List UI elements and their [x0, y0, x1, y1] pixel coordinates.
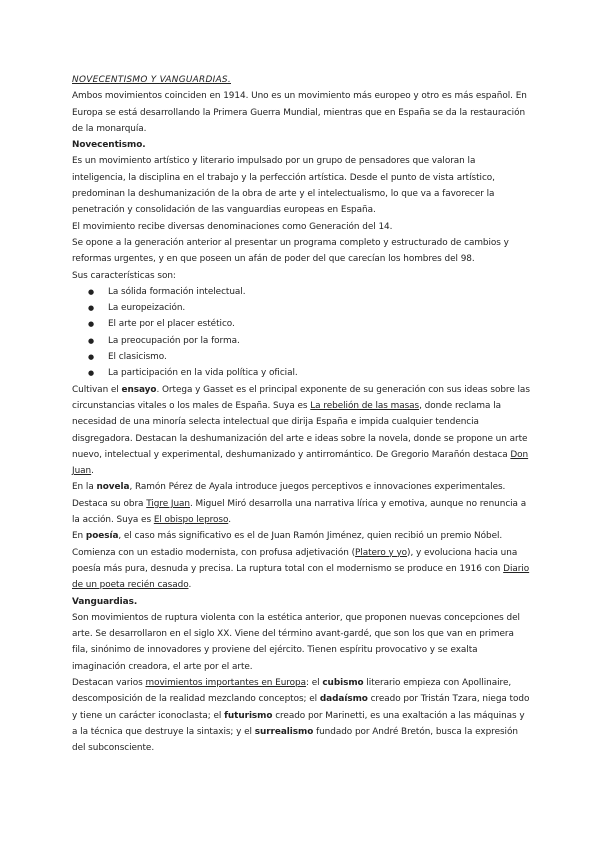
novela-paragraph: En la novela, Ramón Pérez de Ayala introduce juegos perceptivos e innovaciones experimentales. Destaca su obra Tigre Juan. Miguel Miró desarrolla una narrativa lírica y emotiva, aunque no renuncia a la acción. Suya es El obispo leproso.	[72, 482, 527, 526]
poesia-term: poesía	[85, 531, 119, 542]
movements-link[interactable]: movimientos importantes en Europa	[145, 677, 307, 688]
ensayo-term: ensayo	[121, 384, 157, 395]
work-title-rebelion: La rebelión de las masas	[310, 400, 420, 411]
list-item: ● La sólida formación intelectual.	[72, 284, 530, 300]
futurismo-term: futurismo	[224, 710, 273, 721]
features-list	[72, 284, 530, 382]
list-item: ● El arte por el placer estético.	[72, 316, 530, 332]
work-title-don-juan: Don Juan	[72, 449, 529, 477]
poesia-paragraph: En poesía, el caso más significativo es el de Juan Ramón Jiménez, quien recibió un premio Nóbel. Comienza con un estadio modernista, con profusa adjetivación (Platero y yo), y evoluciona hacia una poesía más pura, desnuda y precisa. La ruptura total con el modernismo se produce en 1916 con Diario de un poeta recién casado.	[72, 531, 530, 591]
novecentismo-paragraph-1: Es un movimiento artístico y literario impulsado por un grupo de pensadores que valoran la inteligencia, la disciplina en el trabajo y la perfección artística. Desde el punto de vista artístico, predominan la deshumanización de la obra de arte y el intelectualismo, lo que va a favorecer la penetración y consolidación de las vanguardias europeas en España.	[72, 156, 495, 216]
ensayo-paragraph: Cultivan el ensayo. Ortega y Gasset es el principal exponente de su generación con sus ideas sobre las circunstancias vitales o los males de España. Suya es La rebelión de las masas, donde reclama la necesidad de una minoría selecta intelectual que dirija España e impida cualquier tendencia disgregadora. Destacan la deshumanización del arte e ideas sobre la novela, donde se propone un arte nuevo, intelectual y experimental, deshumanizado y antirromántico. De Gregorio Marañón destaca Don Juan.	[72, 384, 530, 477]
document-page	[72, 72, 530, 756]
novecentismo-paragraph-3: Se opone a la generación anterior al presentar un programa completo y estructurado de cambios y reformas urgentes, y en que poseen un afán de poder del que carecían los hombres del 98.	[72, 237, 509, 265]
list-item: ● La europeización.	[72, 300, 530, 316]
intro-paragraph: Ambos movimientos coinciden en 1914. Uno es un movimiento más europeo y otro es más español. En Europa se está desarrollando la Primera Guerra Mundial, mientras que en España se da la restauración de la monarquía.	[72, 91, 527, 134]
document-title: NOVECENTISMO Y VANGUARDIAS.	[72, 75, 231, 85]
cubismo-term: cubismo	[322, 677, 364, 688]
novecentismo-paragraph-2: El movimiento recibe diversas denominaciones como Generación del 14.	[72, 221, 393, 232]
work-title-platero: Platero y yo	[354, 547, 408, 558]
surrealismo-term: surrealismo	[254, 726, 314, 737]
novecentismo-heading: Novecentismo.	[72, 140, 146, 151]
vanguardias-paragraph-1: Son movimientos de ruptura violenta con la estética anterior, que proponen nuevas concepciones del arte. Se desarrollaron en el siglo XX. Viene del término avant-gardé, que son los que van en primera fila, sinónimo de innovadores y proviene del ejército. Tienen espíritu provocativo y se exalta imaginación creadora, el arte por el arte.	[72, 612, 520, 672]
work-title-tigre-juan: Tigre Juan	[146, 498, 191, 509]
novela-term: novela	[96, 482, 130, 493]
list-item: ● El clasicismo.	[72, 349, 530, 365]
features-intro: Sus características son:	[72, 270, 176, 281]
vanguardias-paragraph-2: Destacan varios movimientos importantes en Europa: el cubismo literario empieza con Apollinaire, descomposición de la realidad mezclando conceptos; el dadaísmo creado por Tristán Tzara, niega todo y tiene un carácter iconoclasta; el futurismo creado por Marinetti, es una exaltación a las máquinas y a la técnica que destruye la sintaxis; y el surrealismo fundado por André Bretón, busca la expresión del subconsciente.	[72, 677, 530, 754]
work-title-diario: Diario de un poeta recién casado	[72, 563, 530, 591]
dadaismo-term: dadaísmo	[319, 694, 368, 705]
list-item: ● La participación en la vida política y oficial.	[72, 365, 530, 381]
work-title-obispo-leproso: El obispo leproso	[153, 515, 229, 526]
vanguardias-heading: Vanguardias.	[72, 596, 138, 607]
list-item: ● La preocupación por la forma.	[72, 333, 530, 349]
